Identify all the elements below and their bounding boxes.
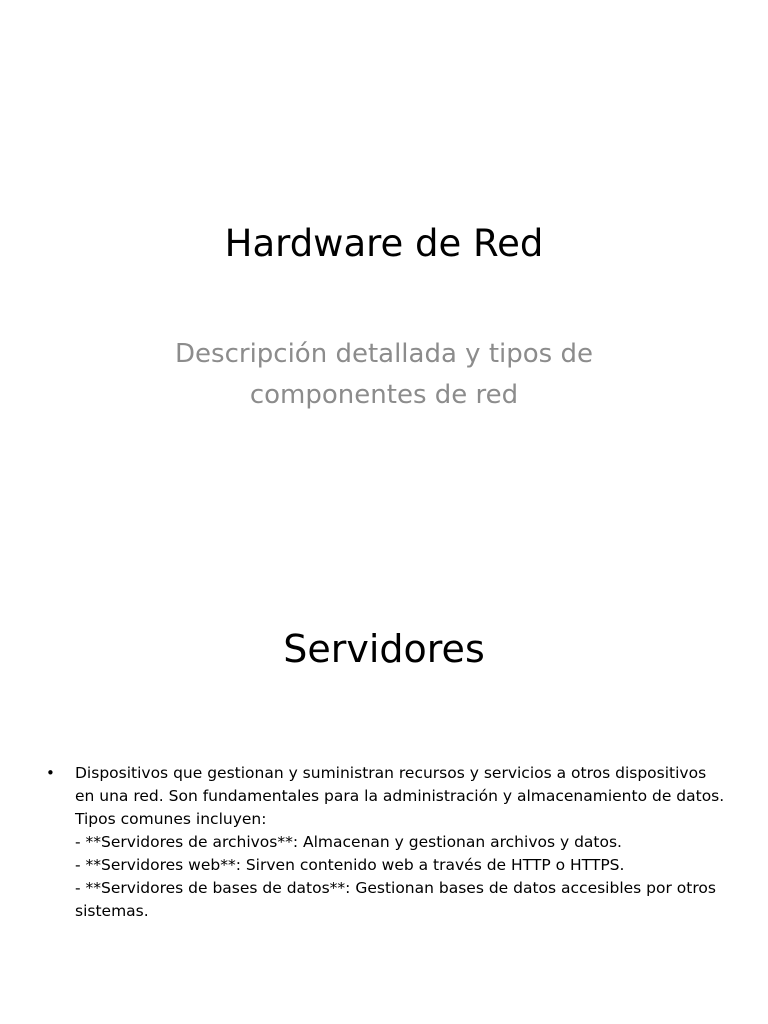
bullet-text-line: - **Servidores de archivos**: Almacenan y gestionan archivos y datos. [75, 833, 622, 851]
bullet-text-line: sistemas. [75, 902, 149, 920]
subtitle-line: Descripción detallada y tipos de [175, 339, 593, 369]
subtitle-line: componentes de red [249, 380, 519, 410]
bullet-text-line: - **Servidores web**: Sirven contenido web a través de HTTP o HTTPS. [75, 856, 625, 874]
slide-heading: Servidores [283, 627, 485, 671]
bullet-text-line: Dispositivos que gestionan y suministran recursos y servicios a otros dispositivos [75, 764, 707, 782]
bullet-list [46, 762, 726, 923]
bullet-text-line: Tipos comunes incluyen: [75, 810, 267, 828]
presentation-title: Hardware de Red [224, 222, 544, 265]
bullet-text-line: - **Servidores de bases de datos**: Gestionan bases de datos accesibles por otros [75, 879, 716, 897]
presentation-subtitle [134, 334, 634, 416]
bullet-item [46, 762, 726, 923]
bullet-dot: • [46, 764, 55, 782]
slide-servidores [0, 512, 768, 1024]
bullet-text-line: en una red. Son fundamentales para la administración y almacenamiento de datos. [75, 787, 725, 805]
